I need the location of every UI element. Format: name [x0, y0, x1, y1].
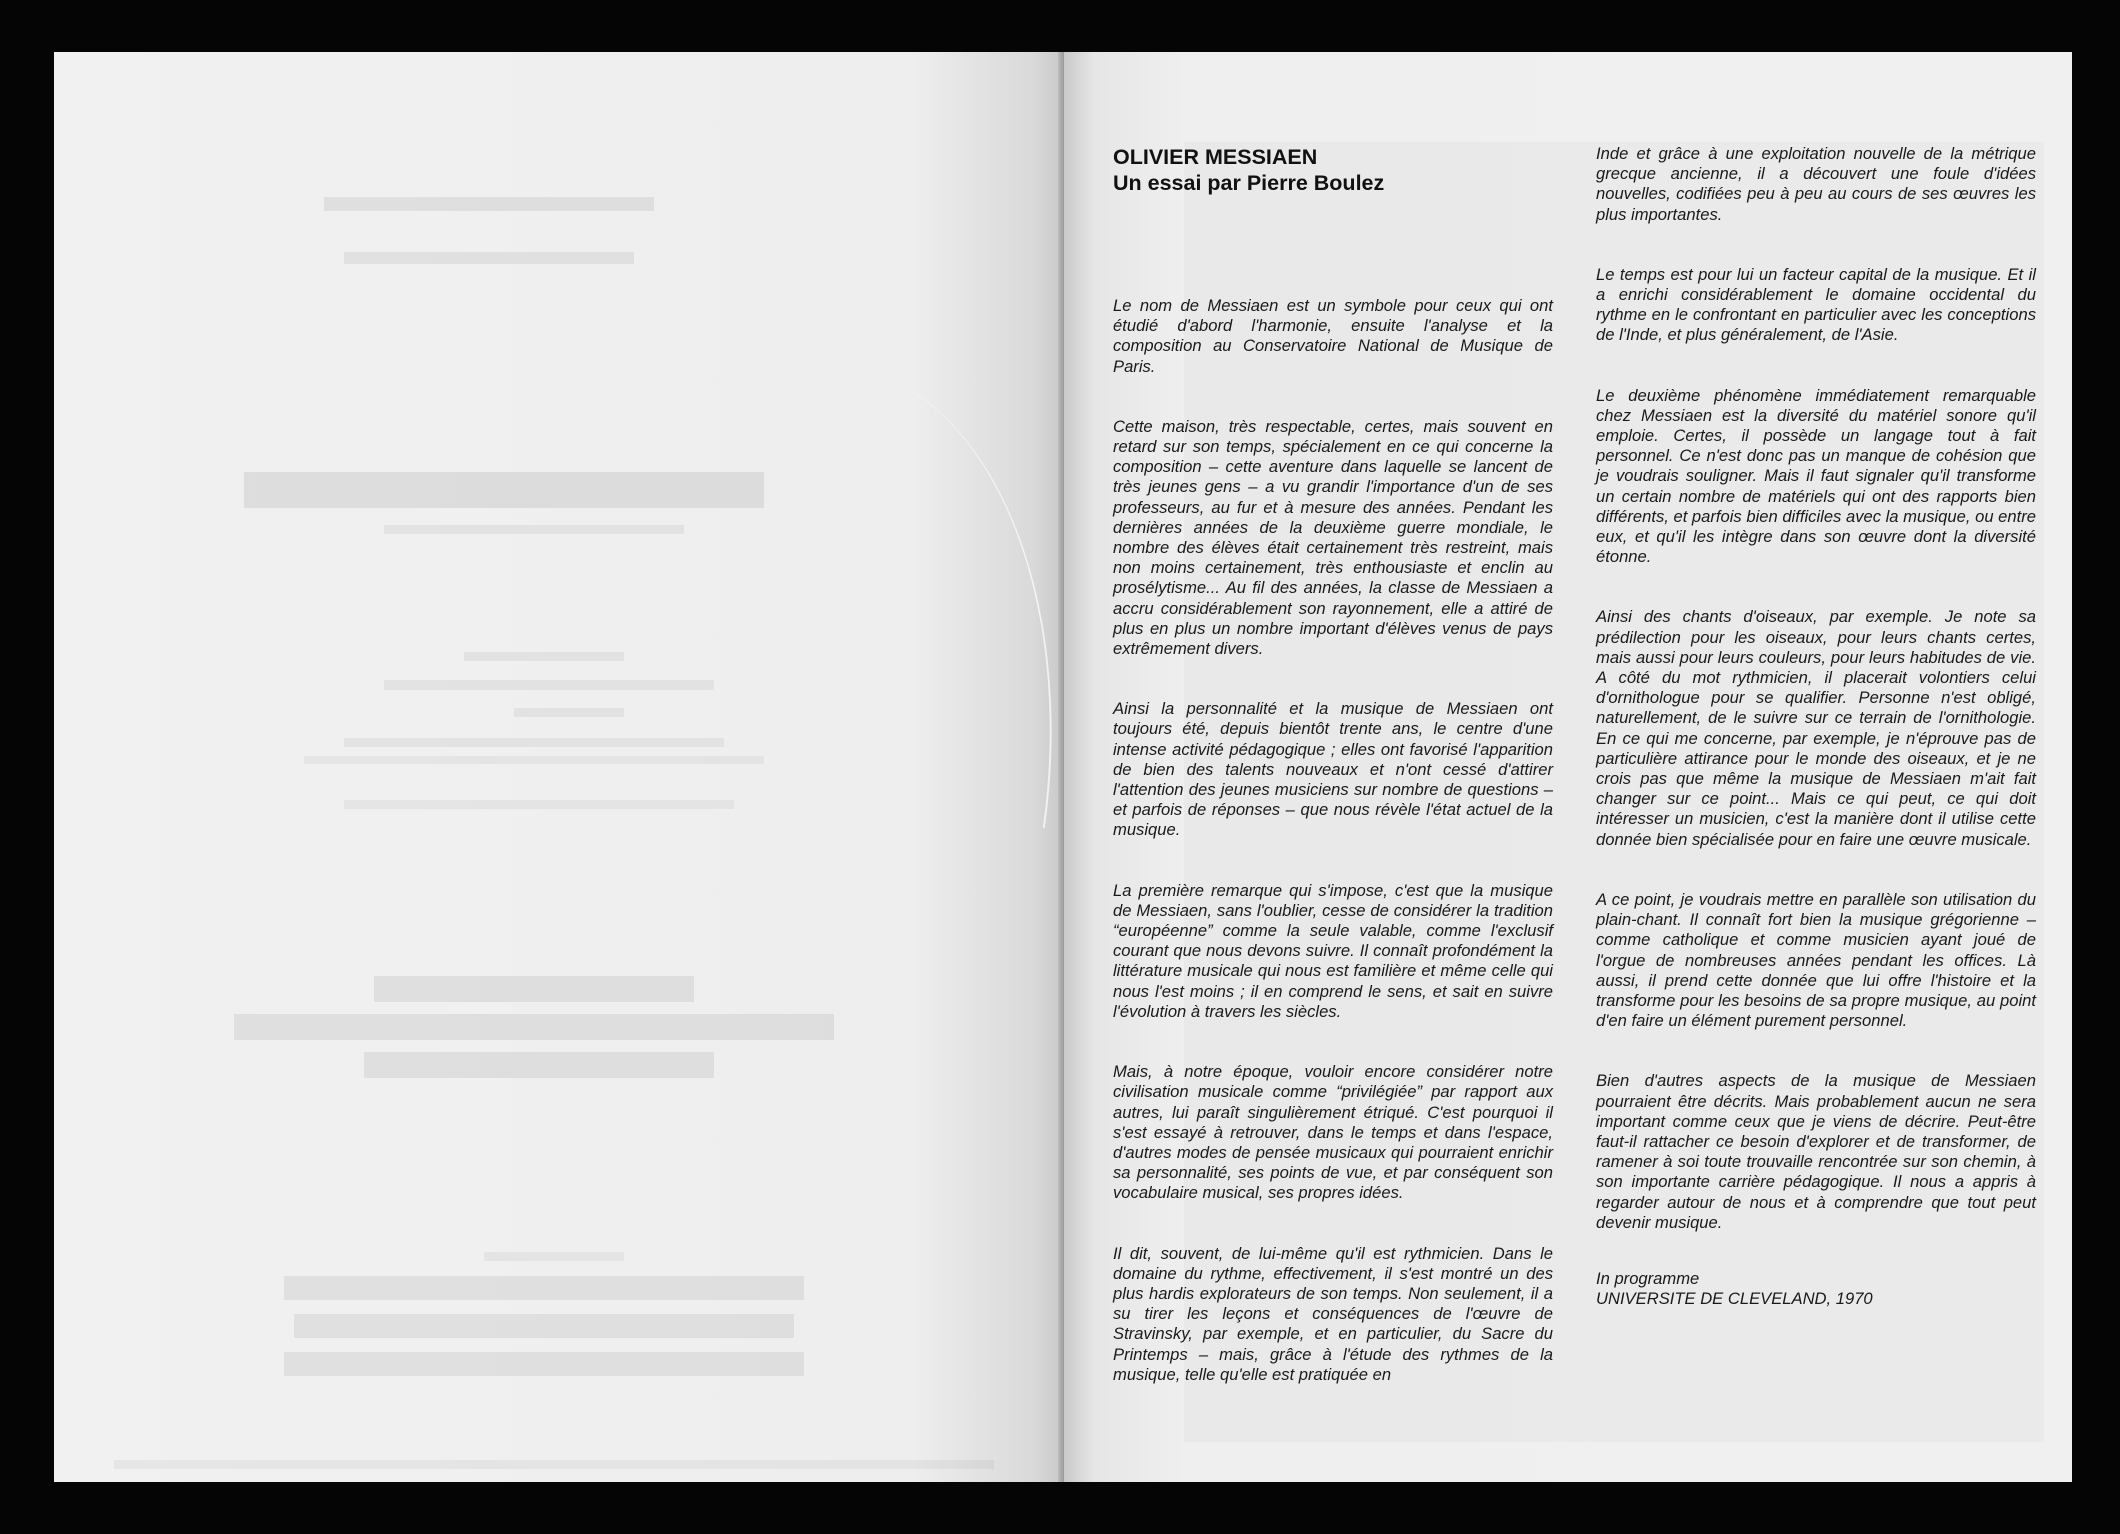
paragraph: Inde et grâce à une exploitation nouvelle de la métrique grecque ancienne, il a découvert une foule d'idées nouvelles, codifiées peu à peu au cours de ses œuvres les plus importantes. — [1596, 144, 2036, 224]
paragraph: Le nom de Messiaen est un symbole pour ceux qui ont étudié d'abord l'harmonie, ensuite l'analyse et la composition au Conservatoire National de Musique de Paris. — [1113, 296, 1553, 376]
paragraph: Il dit, souvent, de lui-même qu'il est rythmicien. Dans le domaine du rythme, effectivement, il s'est montré un des plus hardis explorateurs de son temps. Non seulement, il a su tirer les leçons et conséquences de l'œuvre de Stravinsky, par exemple, et en particulier, du Sacre du Printemps – mais, grâce à l'étude des rythmes de la musique, telle qu'elle est pratiquée en — [1113, 1243, 1553, 1384]
essay-subtitle: Un essai par Pierre Boulez — [1113, 171, 1385, 195]
source-note-line: In programme — [1596, 1268, 1700, 1288]
essay-column-2 — [1596, 144, 2036, 1309]
source-note — [1596, 1269, 2036, 1309]
paragraph: Ainsi des chants d'oiseaux, par exemple. Je note sa prédilection pour les oiseaux, pour leurs chants certes, mais aussi pour leurs couleurs, pour leurs habitudes de vie. A côté du mot rythmicien, il placerait volontiers celui d'ornithologue pour se qualifier. Personne n'est obligé, naturellement, de le suivre sur ce terrain de l'ornithologie. En ce qui me concerne, par exemple, je n'éprouve pas de particulière attirance pour le monde des oiseaux, et je ne crois pas que même la musique de Messiaen m'ait fait changer sur ce point... Mais ce qui peut, ce qui doit intéresser un musicien, c'est la manière dont il utilise cette donnée bien spécialisée pour en faire une œuvre musicale. — [1596, 607, 2036, 849]
essay-column-1 — [1113, 144, 1553, 1425]
paragraph: Le deuxième phénomène immédiatement remarquable chez Messiaen est la diversité du matériel sonore qu'il emploie. Certes, il possède un langage tout à fait personnel. Ce n'est donc pas un manque de cohésion que je voudrais souligner. Mais il faut signaler qu'il transforme un certain nombre de matériels qui ont des rapports bien différents, et parfois bien difficiles avec la musique, ou entre eux, et qu'il les intègre dans son œuvre dont la diversité étonne. — [1596, 385, 2036, 567]
paragraph: La première remarque qui s'impose, c'est que la musique de Messiaen, sans l'oublier, cesse de considérer la tradition “européenne” comme la seule valable, comme l'exclusif courant que nous devons suivre. Il connaît profondément la littérature musicale qui nous est familière et même celle qui nous l'est moins ; il en comprend le sens, et sait en suivre l'évolution à travers les siècles. — [1113, 880, 1553, 1021]
right-page — [1064, 52, 2072, 1482]
paragraph: Cette maison, très respectable, certes, mais souvent en retard sur son temps, spécialement en ce qui concerne la composition – cette aventure dans laquelle se lancent de très jeunes gens – a vu grandir l'importance d'un de ses professeurs, au fur et à mesure des années. Pendant les dernières années de la deuxième guerre mondiale, le nombre des élèves était certainement très restreint, mais non moins certainement, très enthousiaste et enclin au prosélytisme... Au fil des années, la classe de Messiaen a accru considérablement son rayonnement, elle a attiré de plus en plus un nombre important d'élèves venus de pays extrêmement divers. — [1113, 416, 1553, 659]
left-page — [54, 52, 1064, 1482]
paragraph: Le temps est pour lui un facteur capital de la musique. Et il a enrichi considérablement le domaine occidental du rythme en le confrontant en particulier avec les conceptions de l'Inde, et plus généralement, de l'Asie. — [1596, 264, 2036, 345]
essay-heading — [1113, 144, 1553, 196]
paragraph: A ce point, je voudrais mettre en parallèle son utilisation du plain-chant. Il connaît fort bien la musique grégorienne – comme catholique et comme musicien ayant joué de l'orgue de nombreuses années pendant les offices. Là aussi, il prend cette donnée que lui offre l'histoire et la transforme pour les besoins de sa propre musique, au point d'en faire un élément purement personnel. — [1596, 889, 2036, 1031]
essay-title: OLIVIER MESSIAEN — [1113, 145, 1318, 169]
open-booklet — [54, 52, 2072, 1482]
paragraph: Ainsi la personnalité et la musique de Messiaen ont toujours été, depuis bientôt trente ans, le centre d'une intense activité pédagogique ; elles ont favorisé l'apparition de bien des talents nouveaux et n'ont cessé d'attirer l'attention des jeunes musiciens sur nombre de questions – et parfois de réponses – que nous révèle l'état actuel de la musique. — [1113, 699, 1553, 840]
paragraph: Mais, à notre époque, vouloir encore considérer notre civilisation musicale comme “privilégiée” par rapport aux autres, lui paraît singulièrement étriqué. C'est pourquoi il s'est essayé à retrouver, dans le temps et dans l'espace, d'autres modes de pensée musicaux qui pourraient enrichir sa personnalité, ses points de vue, et par conséquent son vocabulaire musical, ses propres idées. — [1113, 1062, 1553, 1203]
source-note-line: UNIVERSITE DE CLEVELAND, 1970 — [1596, 1289, 1873, 1309]
paragraph: Bien d'autres aspects de la musique de Messiaen pourraient être décrits. Mais probablement aucun ne sera important comme ceux que je viens de décrire. Peut-être faut-il rattacher ce besoin d'explorer et de transformer, de ramener à soi toute trouvaille rencontrée sur son chemin, à son importante carrière pédagogique. Il nous a appris à regarder autour de nous et à comprendre que tout peut devenir musique. — [1596, 1071, 2036, 1232]
